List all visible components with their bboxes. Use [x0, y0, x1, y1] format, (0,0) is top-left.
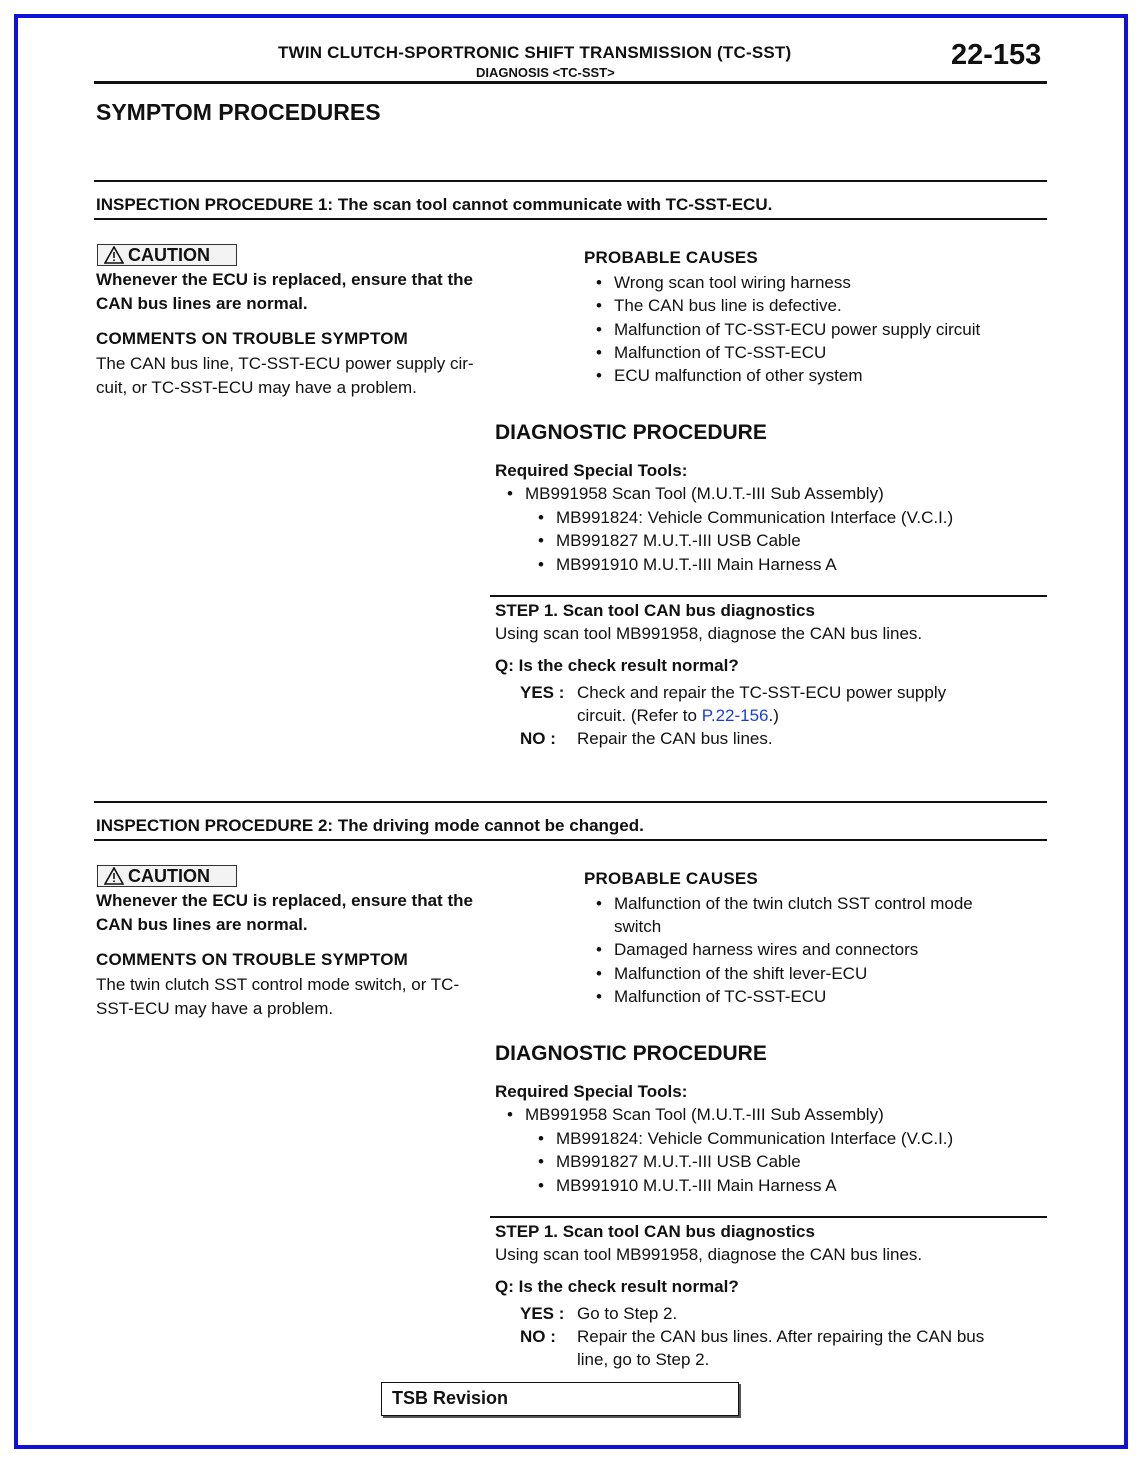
header-rule	[94, 81, 1047, 84]
ip2-heading-text: The driving mode cannot be changed.	[337, 816, 644, 835]
ip2-step-text: Using scan tool MB991958, diagnose the CAN bus lines.	[495, 1245, 923, 1264]
ip2-caution-box	[97, 865, 237, 887]
ip2-cause-item: • Damaged harness wires and connectors	[614, 940, 918, 960]
ip2-comments-heading: COMMENTS ON TROUBLE SYMPTOM	[96, 950, 409, 969]
ip2-tools-heading: Required Special Tools:	[495, 1082, 688, 1101]
ip2-comments-line2: SST-ECU may have a problem.	[96, 999, 334, 1018]
ip1-comments-line1: The CAN bus line, TC-SST-ECU power supply cir-	[96, 354, 474, 373]
ip1-cause-item: • Malfunction of TC-SST-ECU power supply circuit	[614, 320, 980, 340]
ip1-heading-text: The scan tool cannot communicate with TC-SST-ECU.	[337, 195, 773, 214]
tsb-revision-box	[381, 1382, 739, 1416]
ip2-tool-main: • MB991958 Scan Tool (M.U.T.-III Sub Assembly)	[525, 1105, 884, 1125]
ip2-causes-heading: PROBABLE CAUSES	[584, 869, 758, 888]
ip2-tool-sub: • MB991910 M.U.T.-III Main Harness A	[556, 1176, 837, 1196]
ip1-yes-line1: Check and repair the TC-SST-ECU power supply	[577, 683, 947, 702]
ip2-no-label: NO :	[520, 1327, 556, 1346]
ip1-tools-heading: Required Special Tools:	[495, 461, 688, 480]
ip1-cause-item: • Malfunction of TC-SST-ECU	[614, 343, 826, 363]
ip2-yes-line1: Go to Step 2.	[577, 1304, 678, 1323]
warning-triangle-icon	[104, 246, 124, 264]
ip2-tool-sub: • MB991824: Vehicle Communication Interface (V.C.I.)	[556, 1129, 953, 1149]
ip1-tool-sub: • MB991824: Vehicle Communication Interface (V.C.I.)	[556, 508, 953, 528]
ip2-cause-item: • Malfunction of the shift lever-ECU	[614, 964, 867, 984]
ip1-causes-heading: PROBABLE CAUSES	[584, 248, 758, 267]
ip2-cause-item-continued: switch	[614, 917, 662, 936]
ip1-yes-line2	[577, 706, 779, 726]
warning-triangle-icon	[104, 867, 124, 885]
ip1-yes-line2-text: circuit. (Refer to	[577, 706, 702, 725]
header-subtitle: DIAGNOSIS <TC-SST>	[476, 65, 615, 80]
ip1-tool-sub: • MB991827 M.U.T.-III USB Cable	[556, 531, 801, 551]
ip2-tool-sub: • MB991827 M.U.T.-III USB Cable	[556, 1152, 801, 1172]
tsb-revision-label: TSB Revision	[392, 1388, 509, 1408]
ip2-cause-item: • Malfunction of the twin clutch SST control mode	[614, 894, 973, 914]
ip1-top-rule	[94, 180, 1047, 182]
page-number: 22-153	[951, 39, 1042, 71]
ip2-heading	[96, 816, 644, 836]
ip1-caution-line1: Whenever the ECU is replaced, ensure that the	[96, 270, 473, 289]
ip1-step-heading: STEP 1. Scan tool CAN bus diagnostics	[495, 601, 815, 620]
ip2-cause-item: • Malfunction of TC-SST-ECU	[614, 987, 826, 1007]
ip1-no-line1: Repair the CAN bus lines.	[577, 729, 773, 748]
ip2-diag-heading: DIAGNOSTIC PROCEDURE	[495, 1042, 767, 1065]
header-title: TWIN CLUTCH-SPORTRONIC SHIFT TRANSMISSION (TC-SST)	[278, 43, 792, 62]
ip1-tool-sub: • MB991910 M.U.T.-III Main Harness A	[556, 555, 837, 575]
ip1-heading	[96, 195, 772, 215]
ip1-caution-box	[97, 244, 237, 266]
ip1-caution-label: CAUTION	[128, 245, 210, 265]
ip2-caution-line1: Whenever the ECU is replaced, ensure that the	[96, 891, 473, 910]
ip1-yes-label: YES :	[520, 683, 565, 702]
ip2-step-heading: STEP 1. Scan tool CAN bus diagnostics	[495, 1222, 815, 1241]
ip2-yes-label: YES :	[520, 1304, 565, 1323]
ip2-bottom-rule	[94, 839, 1047, 841]
ip2-comments-line1: The twin clutch SST control mode switch, or TC-	[96, 975, 460, 994]
ip1-heading-prefix: INSPECTION PROCEDURE 1:	[96, 195, 334, 214]
ip2-caution-line2: CAN bus lines are normal.	[96, 915, 308, 934]
ip2-step-rule	[490, 1216, 1047, 1218]
ip1-caution-line2: CAN bus lines are normal.	[96, 294, 308, 313]
ip2-no-line2: line, go to Step 2.	[577, 1350, 710, 1369]
ip2-top-rule	[94, 801, 1047, 803]
ip1-comments-heading: COMMENTS ON TROUBLE SYMPTOM	[96, 329, 409, 348]
ip1-yes-line2-end: .)	[768, 706, 779, 725]
ip1-step-text: Using scan tool MB991958, diagnose the CAN bus lines.	[495, 624, 923, 643]
ip1-page-ref-link[interactable]: P.22-156	[701, 706, 769, 725]
section-title: SYMPTOM PROCEDURES	[96, 99, 381, 125]
ip1-step-rule	[490, 595, 1047, 597]
ip1-cause-item: • ECU malfunction of other system	[614, 366, 862, 386]
ip1-diag-heading: DIAGNOSTIC PROCEDURE	[495, 421, 767, 444]
ip2-question: Q: Is the check result normal?	[495, 1277, 739, 1296]
ip1-comments-line2: cuit, or TC-SST-ECU may have a problem.	[96, 378, 417, 397]
ip1-cause-item: • The CAN bus line is defective.	[614, 296, 842, 316]
ip2-heading-prefix: INSPECTION PROCEDURE 2:	[96, 816, 334, 835]
ip1-no-label: NO :	[520, 729, 556, 748]
ip2-caution-label: CAUTION	[128, 866, 210, 886]
ip1-tool-main: • MB991958 Scan Tool (M.U.T.-III Sub Assembly)	[525, 484, 884, 504]
ip1-cause-item: • Wrong scan tool wiring harness	[614, 273, 851, 293]
ip1-bottom-rule	[94, 218, 1047, 220]
ip2-no-line1: Repair the CAN bus lines. After repairing the CAN bus	[577, 1327, 985, 1346]
ip1-question: Q: Is the check result normal?	[495, 656, 739, 675]
